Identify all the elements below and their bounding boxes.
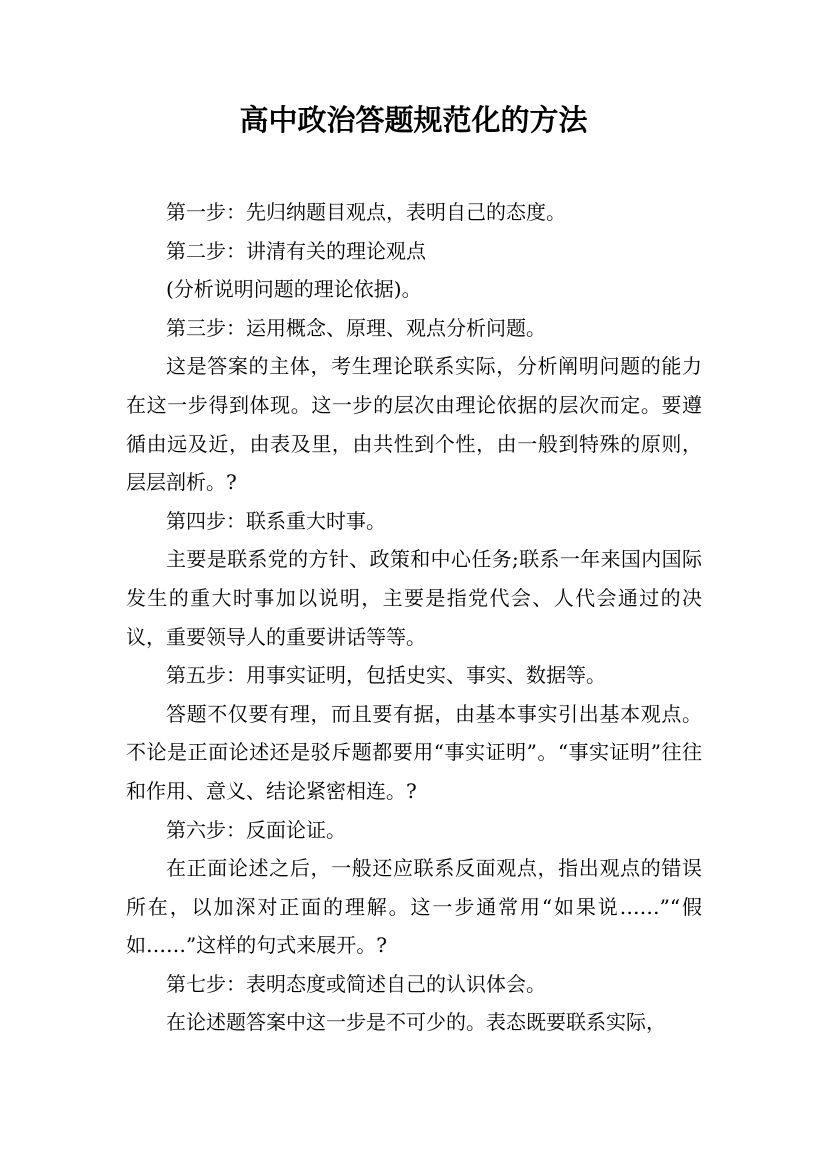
paragraph-step-6-detail: 在正面论述之后，一般还应联系反面观点，指出观点的错误所在，以加深对正面的理解。这一步通常用“如果说……”“假如……”这样的句式来展开。? <box>126 856 702 958</box>
paragraph-step-5: 第五步：用事实证明，包括史实、事实、数据等。 <box>166 663 606 688</box>
paragraph-step-2: 第二步：讲清有关的理论观点 <box>166 238 426 263</box>
paragraph-step-4: 第四步：联系重大时事。 <box>166 508 386 533</box>
paragraph-step-2-note: (分析说明问题的理论依据)。 <box>166 277 422 302</box>
paragraph-step-1: 第一步：先归纳题目观点，表明自己的态度。 <box>166 200 566 224</box>
paragraph-step-7: 第七步：表明态度或简述自己的认识体会。 <box>166 971 546 996</box>
document-title: 高中政治答题规范化的方法 <box>239 103 588 137</box>
paragraph-step-3-detail: 这是答案的主体，考生理论联系实际，分析阐明问题的能力在这一步得到体现。这一步的层次由理论依据的层次而定。要遵循由远及近，由表及里，由共性到个性，由一般到特殊的原则，层层剖析。? <box>126 354 702 495</box>
paragraph-step-5-detail: 答题不仅要有理，而且要有据，由基本事实引出基本观点。不论是正面论述还是驳斥题都要用“事实证明”。“事实证明”往往和作用、意义、结论紧密相连。? <box>126 701 702 803</box>
paragraph-step-3: 第三步：运用概念、原理、观点分析问题。 <box>166 315 546 340</box>
paragraph-step-4-detail: 主要是联系党的方针、政策和中心任务;联系一年来国内国际发生的重大时事加以说明，主要是指党代会、人代会通过的决议，重要领导人的重要讲话等等。 <box>126 547 702 649</box>
paragraph-step-6: 第六步：反面论证。 <box>166 817 346 842</box>
paragraph-step-7-detail: 在论述题答案中这一步是不可少的。表态既要联系实际， <box>166 1010 666 1035</box>
document-body <box>126 193 702 1042</box>
